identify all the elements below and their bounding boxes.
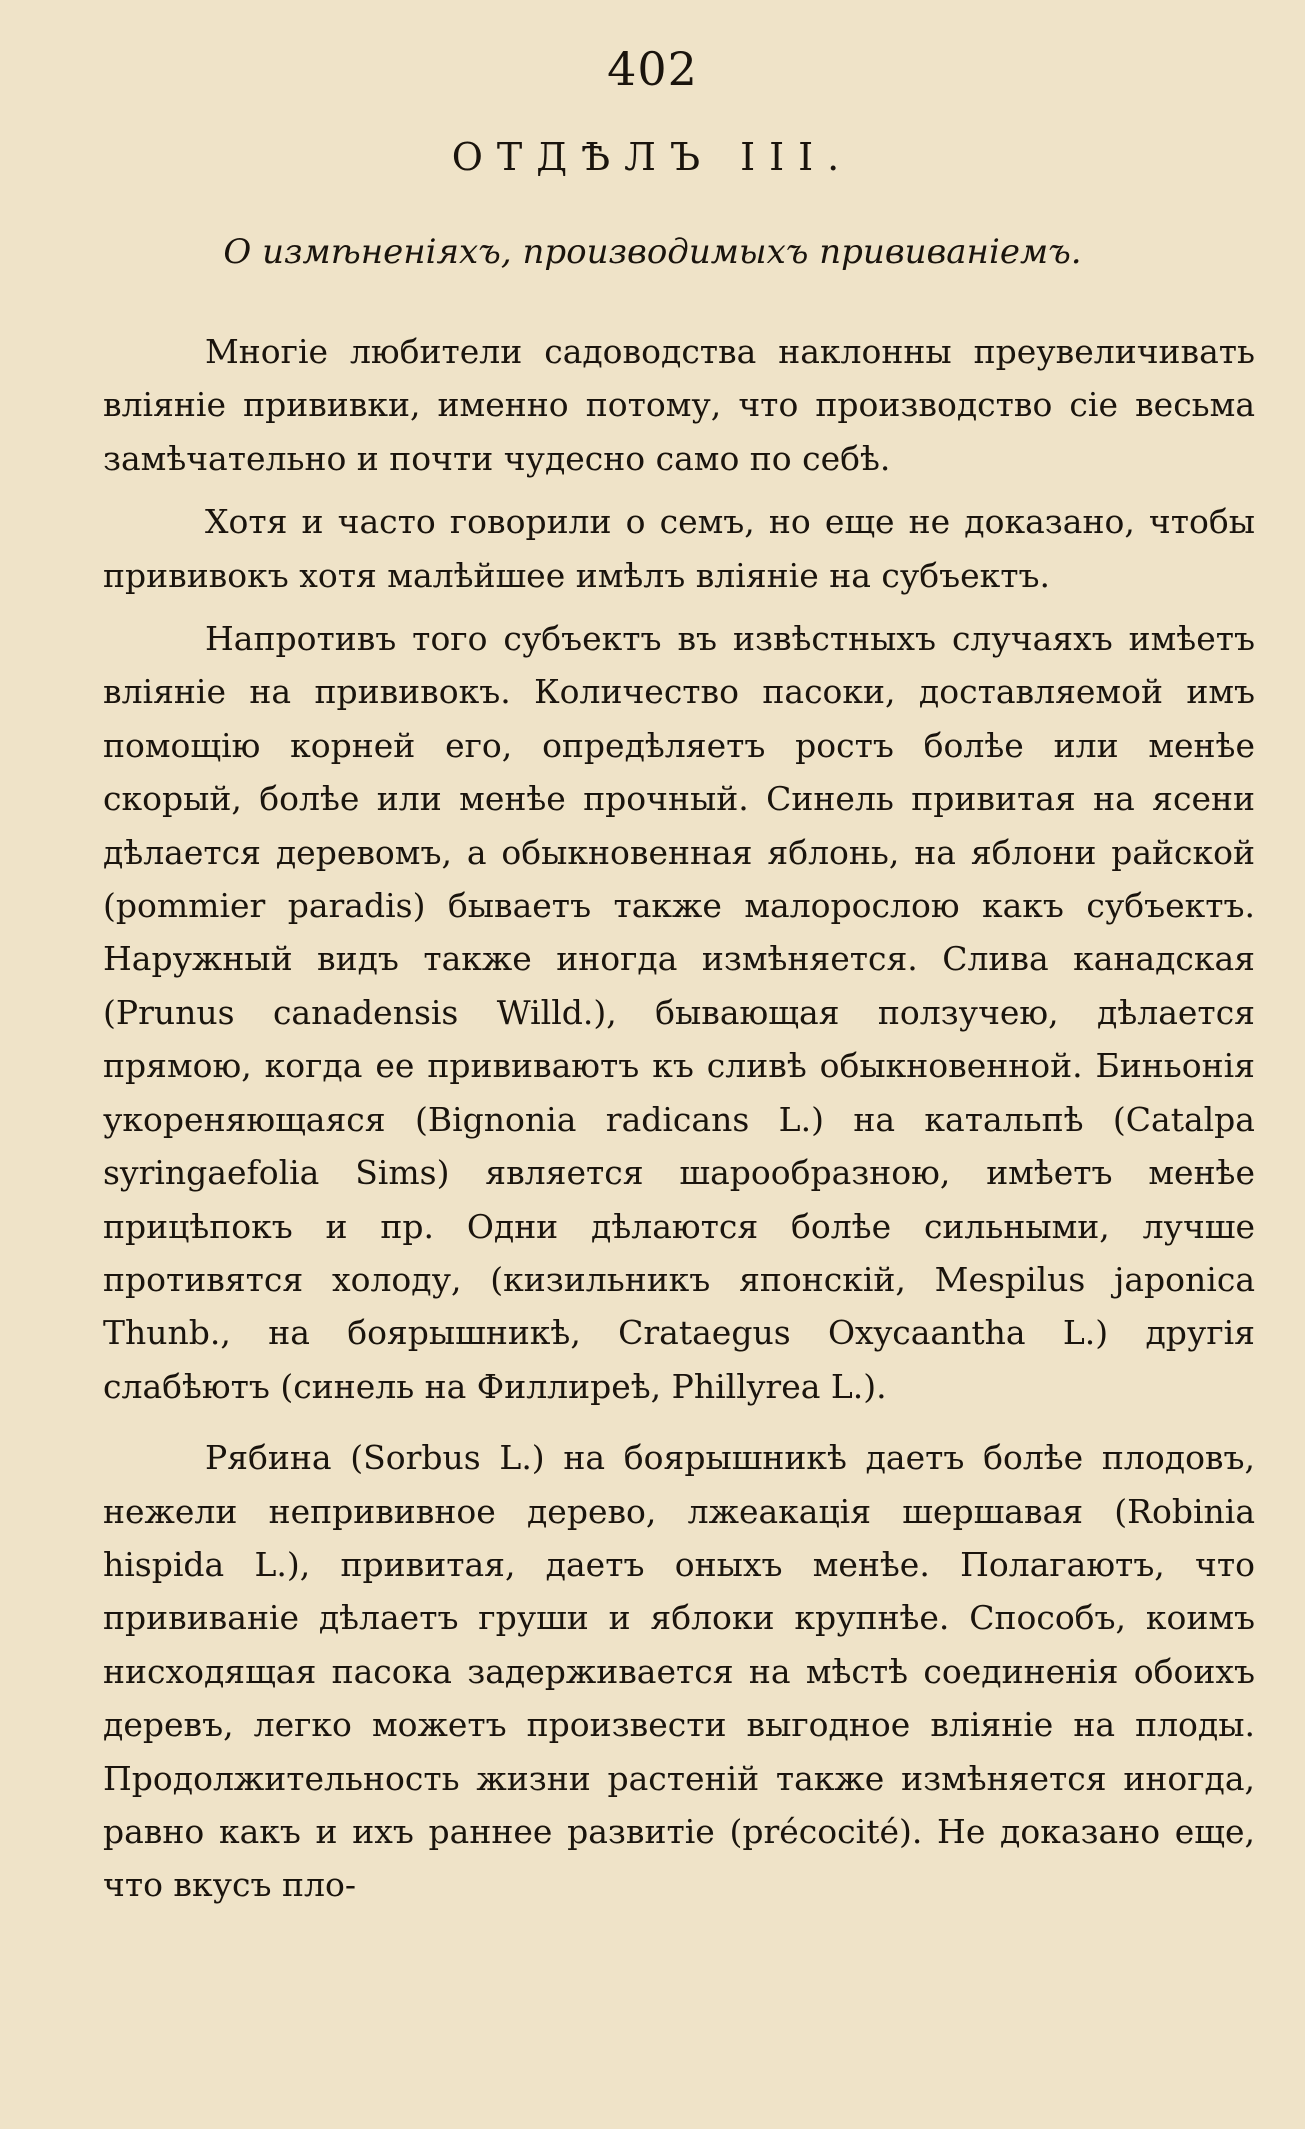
paragraph: Рябина (Sorbus L.) на боярышникѣ даетъ болѣе плодовъ, нежели непрививное дерево, лжеакація шершавая (Robinia hispida L.), привитая, даетъ оныхъ менѣе. Полагаютъ, что прививаніе дѣлаетъ груши и яблоки крупнѣе. Способъ, коимъ нисходящая пасока задерживается на мѣстѣ соединенія обоихъ деревъ, легко можетъ произвести выгодное вліяніе на плоды. Продолжительность жизни растеній также измѣняется иногда, равно какъ и ихъ раннее развитіе (précocité). Не доказано еще, что вкусъ пло- (103, 1438, 1255, 1905)
body-text (103, 325, 1255, 1912)
page-number: 402 (607, 42, 698, 96)
paragraph: Напротивъ того субъектъ въ извѣстныхъ случаяхъ имѣетъ вліяніе на прививокъ. Количество пасоки, доставляемой имъ помощію корней его, опредѣляетъ ростъ болѣе или менѣе скорый, болѣе или менѣе прочный. Синель привитая на ясени дѣлается деревомъ, а обыкновенная яблонь, на яблони райской (pommier paradis) бываетъ также малорослою какъ субъектъ. Наружный видъ также иногда измѣняется. Слива канадская (Prunus canadensis Willd.), бывающая ползучею, дѣлается прямою, когда ее прививаютъ къ сливѣ обыкновенной. Биньонія укореняющаяся (Bignonia radicans L.) на катальпѣ (Catalpa syringaefolia Sims) является шарообразною, имѣетъ менѣе прицѣпокъ и пр. Одни дѣлаются болѣе сильными, лучше противятся холоду, (кизильникъ японскій, Mespilus japonica Thunb., на боярышникѣ, Crataegus Oxycaantha L.) другія слабѣютъ (синель на Филлиреѣ, Phillyrea L.). (103, 619, 1255, 1406)
paragraph: Многіе любители садоводства наклонны преувеличивать вліяніе прививки, именно потому, что производство сіе весьма замѣчательно и почти чудесно само по себѣ. (103, 332, 1255, 478)
section-title: ОТДѢЛЪ III. (451, 135, 854, 179)
paragraph: Хотя и часто говорили о семъ, но еще не доказано, чтобы прививокъ хотя малѣйшее имѣлъ вліяніе на субъектъ. (103, 502, 1255, 595)
section-subtitle: О измѣненіяхъ, производимыхъ прививаніемъ. (223, 232, 1082, 272)
